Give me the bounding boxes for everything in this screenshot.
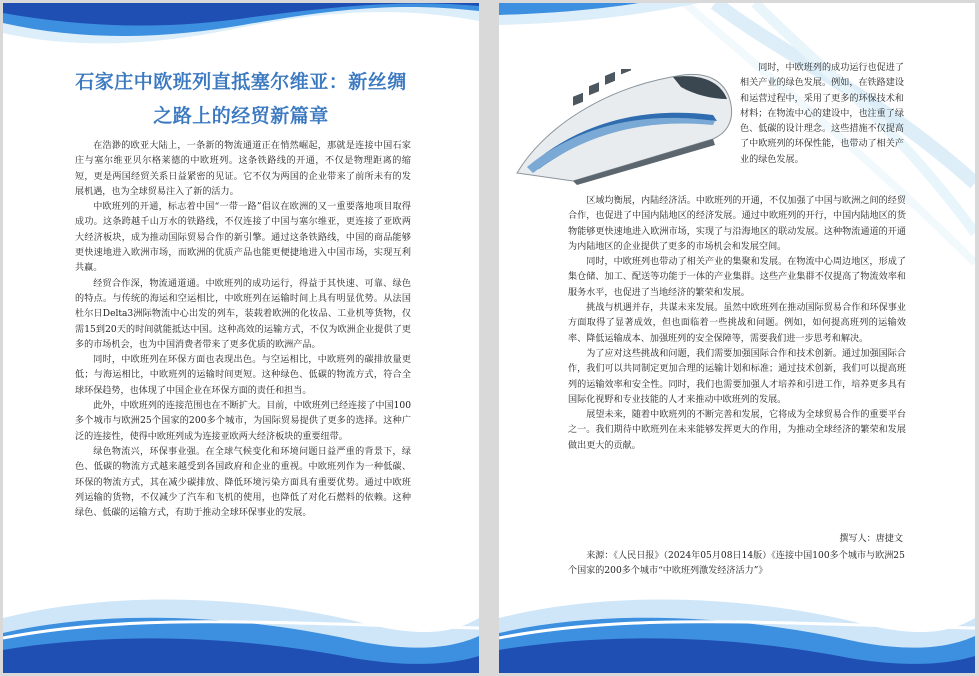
paragraph: 展望未来，随着中欧班列的不断完善和发展，它将成为全球贸易合作的重要平台之一。我们期待中欧班列在未来能够发挥更大的作用，为推动全球经济的繁荣和发展做出更大的贡献。 — [568, 410, 906, 451]
title-line-2: 之路上的经贸新篇章 — [153, 105, 329, 127]
right-top-paragraph — [740, 61, 904, 168]
bottom-wave-decoration — [499, 578, 975, 673]
paragraph: 同时，中欧班列的成功运行也促进了相关产业的绿色发展。例如，在铁路建设和运营过程中，采用了更多的环保技术和材料；在物流中心的建设中，也注重了绿色、低碳的设计理念。这些措施不仅提高了中欧班列的环保性能，也带动了相关产业的绿色发展。 — [740, 63, 904, 165]
paragraph: 挑战与机遇并存，共谋未来发展。虽然中欧班列在推动国际贸易合作和环保事业方面取得了显著成效，但也面临着一些挑战和问题。例如，如何提高班列的运输效率、降低运输成本、加强班列的安全保障等，需要我们进一步思考和解决。 — [568, 303, 906, 344]
title-line-1: 石家庄中欧班列直抵塞尔维亚：新丝绸 — [75, 71, 407, 93]
top-wave-decoration — [3, 3, 479, 63]
right-page — [499, 3, 975, 673]
paragraph: 中欧班列的开通，标志着中国“一带一路”倡议在欧洲的又一重要落地项目取得成功。这条跨越千山万水的铁路线，不仅连接了中国与塞尔维亚，更连接了亚欧两大经济板块，成为推动国际贸易合作的新引擎。通过这条铁路线，中国的商品能够更快速地进入欧洲市场，而欧洲的优质产品也能更便捷地进入中国市场，实现互利共赢。 — [75, 202, 411, 274]
left-page — [3, 3, 479, 673]
paragraph: 为了应对这些挑战和问题，我们需要加强国际合作和技术创新。通过加强国际合作，我们可以共同制定更加合理的运输计划和标准；通过技术创新，我们可以提高班列的运输效率和安全性。同时，我们也需要加强人才培养和引进工作，培养更多具有国际化视野和专业技能的人才来推动中欧班列的发展。 — [568, 348, 906, 405]
bottom-wave-decoration — [3, 578, 479, 673]
article-title — [3, 65, 479, 133]
paragraph: 同时，中欧班列也带动了相关产业的集聚和发展。在物流中心周边地区，形成了集仓储、加工、配送等功能于一体的产业集群。这些产业集群不仅提高了物流效率和服务水平，也促进了当地经济的繁荣和发展。 — [568, 257, 906, 298]
author-line: 撰写人：唐捷文 — [839, 534, 903, 544]
right-body-text — [568, 194, 906, 454]
paragraph: 区域均衡展，内陆经济活。中欧班列的开通，不仅加强了中国与欧洲之间的经贸合作，也促进了中国内陆地区的经济发展。通过中欧班列的开行，中国内陆地区的货物能够更快速地进入欧洲市场，实现了与沿海地区的联动发展。这种物流通道的开通为内陆地区的企业提供了更多的市场机会和发展空间。 — [568, 196, 906, 252]
source-citation: 来源：《人民日报》（2024年05月08日14版）《连接中国100多个城市与欧洲25个国家的200多个城市“中欧班列激发经济活力”》 — [568, 551, 905, 577]
left-body-text — [75, 139, 411, 521]
paragraph: 在浩渺的欧亚大陆上，一条新的物流通道正在悄然崛起，那就是连接中国石家庄与塞尔维亚贝尔格莱德的中欧班列。这条铁路线的开通，不仅是物理距离的缩短，更是两国经贸关系日益紧密的见证。它不仅为两国的企业带来了前所未有的发展机遇，也为全球贸易注入了新的活力。 — [75, 141, 411, 197]
train-image — [513, 69, 739, 187]
paragraph: 绿色物流兴，环保事业强。在全球气候变化和环境问题日益严重的背景下，绿色、低碳的物流方式越来越受到各国政府和企业的重视。中欧班列作为一种低碳、环保的物流方式，其在减少碳排放、降低环境污染方面具有重要优势。通过中欧班列运输的货物，不仅减少了汽车和飞机的使用，也降低了对化石燃料的依赖。这种绿色、低碳的运输方式，有助于推动全球环保事业的发展。 — [75, 446, 411, 519]
paragraph: 此外，中欧班列的连接范围也在不断扩大。目前，中欧班列已经连接了中国100多个城市与欧洲25个国家的200多个城市，为国际贸易提供了更多的选择。这种广泛的连接性，使得中欧班列成为连接亚欧两大经济板块的重要纽带。 — [75, 401, 411, 442]
paragraph: 经贸合作深，物流通道通。中欧班列的成功运行，得益于其快速、可靠、绿色的特点。与传统的海运和空运相比，中欧班列在运输时间上具有明显优势。从法国杜尔日Delta3洲际物流中心出发的列车，装载着欧洲的化妆品、工业机等货物，仅需15到20天的时间就能抵达中国。这种高效的运输方式，不仅为欧洲企业提供了更多的市场机会，也为中国消费者带来了更多优质的欧洲产品。 — [75, 278, 411, 350]
paragraph: 同时，中欧班列在环保方面也表现出色。与空运相比，中欧班列的碳排放量更低；与海运相比，中欧班列的运输时间更短。这种绿色、低碳的物流方式，符合全球环保趋势，也体现了中国企业在环保方面的责任和担当。 — [75, 355, 411, 396]
